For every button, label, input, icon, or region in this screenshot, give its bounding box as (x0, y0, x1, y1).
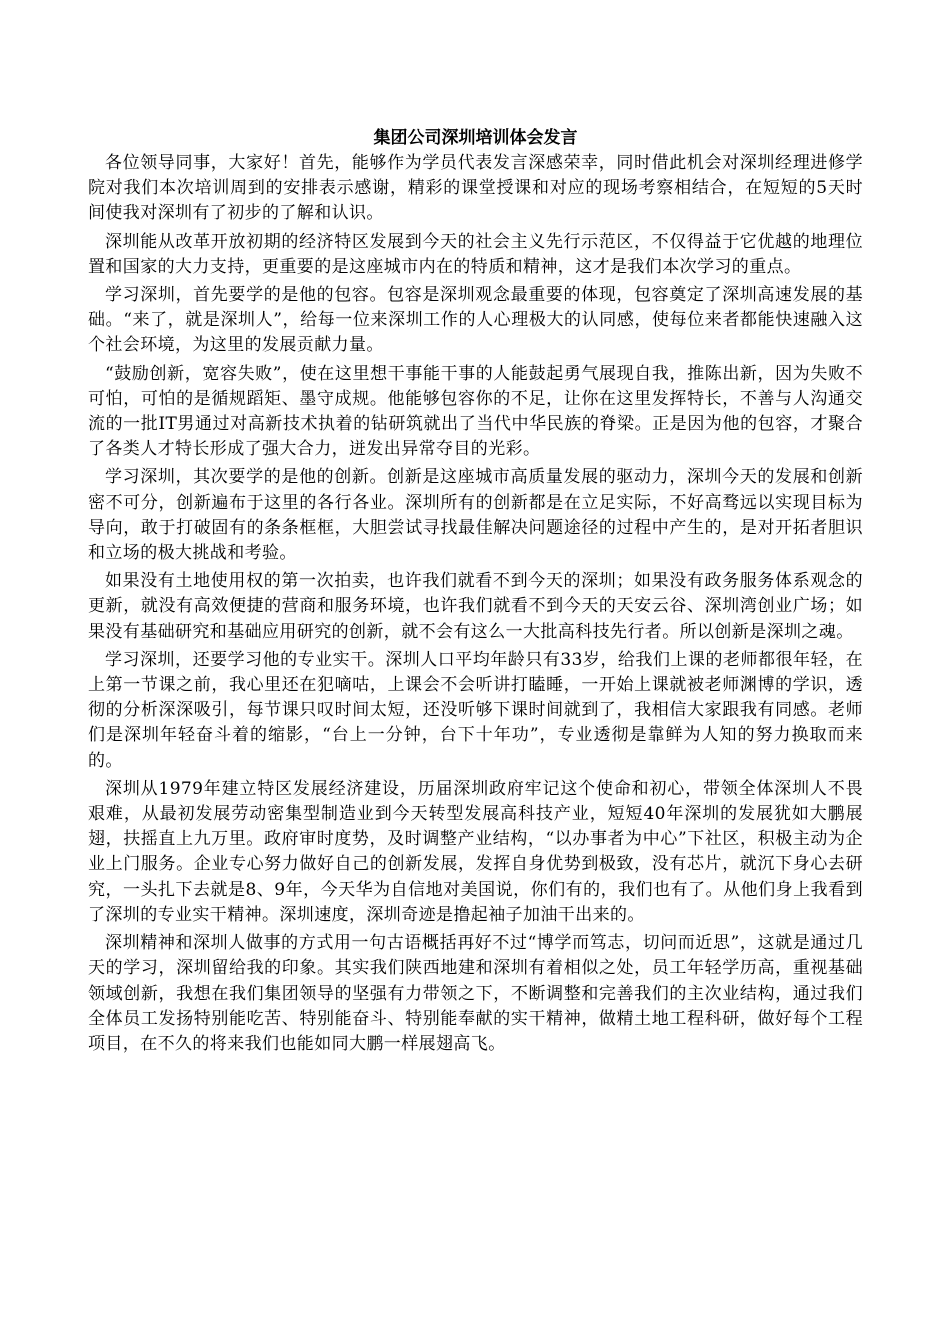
paragraph-8: 深圳从1979年建立特区发展经济建设，历届深圳政府牢记这个使命和初心，带领全体深圳人不畏艰难，从最初发展劳动密集型制造业到今天转型发展高科技产业，短短40年深圳的发展犹如大鹏展翅，扶摇直上九万里。政府审时度势，及时调整产业结构，“以办事者为中心”下社区，积极主动为企业上门服务。企业专心努力做好自己的创新发展，发挥自身优势到极致，没有芯片，就沉下身心去研究，一头扎下去就是8、9年，今天华为自信地对美国说，你们有的，我们也有了。从他们身上我看到了深圳的专业实干精神。深圳速度，深圳奇迹是撸起袖子加油干出来的。 (88, 778, 863, 925)
paragraph-9: 深圳精神和深圳人做事的方式用一句古语概括再好不过“博学而笃志，切问而近思”，这就是通过几天的学习，深圳留给我的印象。其实我们陕西地建和深圳有着相似之处，员工年轻学历高，重视基础领域创新，我想在我们集团领导的坚强有力带领之下，不断调整和完善我们的主次业结构，通过我们全体员工发扬特别能吃苦、特别能奋斗、特别能奉献的实干精神，做精土地工程科研，做好每个工程项目，在不久的将来我们也能如同大鹏一样展翅高飞。 (88, 933, 863, 1054)
document-page (88, 126, 863, 1060)
paragraph-7: 学习深圳，还要学习他的专业实干。深圳人口平均年龄只有33岁，给我们上课的老师都很年轻，在上第一节课之前，我心里还在犯嘀咕，上课会不会听讲打瞌睡，一开始上课就被老师渊博的学识，透彻的分析深深吸引，每节课只叹时间太短，还没听够下课时间就到了，我相信大家跟我有同感。老师们是深圳年轻奋斗着的缩影，“台上一分钟，台下十年功”，专业透彻是靠鲜为人知的努力换取而来的。 (88, 649, 863, 771)
paragraph-2: 深圳能从改革开放初期的经济特区发展到今天的社会主义先行示范区，不仅得益于它优越的地理位置和国家的大力支持，更重要的是这座城市内在的特质和精神，这才是我们本次学习的重点。 (88, 231, 863, 277)
paragraph-4: “鼓励创新，宽容失败”，使在这里想干事能干事的人能鼓起勇气展现自我，推陈出新，因为失败不可怕，可怕的是循规蹈矩、墨守成规。他能够包容你的不足，让你在这里发挥特长，不善与人沟通交流的一批IT男通过对高新技术执着的钻研筑就出了当代中华民族的脊梁。正是因为他的包容，才聚合了各类人才特长形成了强大合力，迸发出异常夺目的光彩。 (88, 363, 863, 460)
paragraph-3: 学习深圳，首先要学的是他的包容。包容是深圳观念最重要的体现，包容奠定了深圳高速发展的基础。“来了，就是深圳人”，给每一位来深圳工作的人心理极大的认同感，使每位来者都能快速融入这个社会环境，为这里的发展贡献力量。 (88, 285, 863, 356)
paragraph-1: 各位领导同事，大家好！首先，能够作为学员代表发言深感荣幸，同时借此机会对深圳经理进修学院对我们本次培训周到的安排表示感谢，精彩的课堂授课和对应的现场考察相结合，在短短的5天时间使我对深圳有了初步的了解和认识。 (88, 153, 863, 224)
document-title: 集团公司深圳培训体会发言 (373, 128, 578, 148)
paragraph-6: 如果没有土地使用权的第一次拍卖，也许我们就看不到今天的深圳；如果没有政务服务体系观念的更新，就没有高效便捷的营商和服务环境，也许我们就看不到今天的天安云谷、深圳湾创业广场；如果没有基础研究和基础应用研究的创新，就不会有这么一大批高科技先行者。所以创新是深圳之魂。 (88, 571, 863, 642)
paragraph-5: 学习深圳，其次要学的是他的创新。创新是这座城市高质量发展的驱动力，深圳今天的发展和创新密不可分，创新遍布于这里的各行各业。深圳所有的创新都是在立足实际，不好高骛远以实现目标为导向，敢于打破固有的条条框框，大胆尝试寻找最佳解决问题途径的过程中产生的，是对开拓者胆识和立场的极大挑战和考验。 (88, 467, 863, 564)
